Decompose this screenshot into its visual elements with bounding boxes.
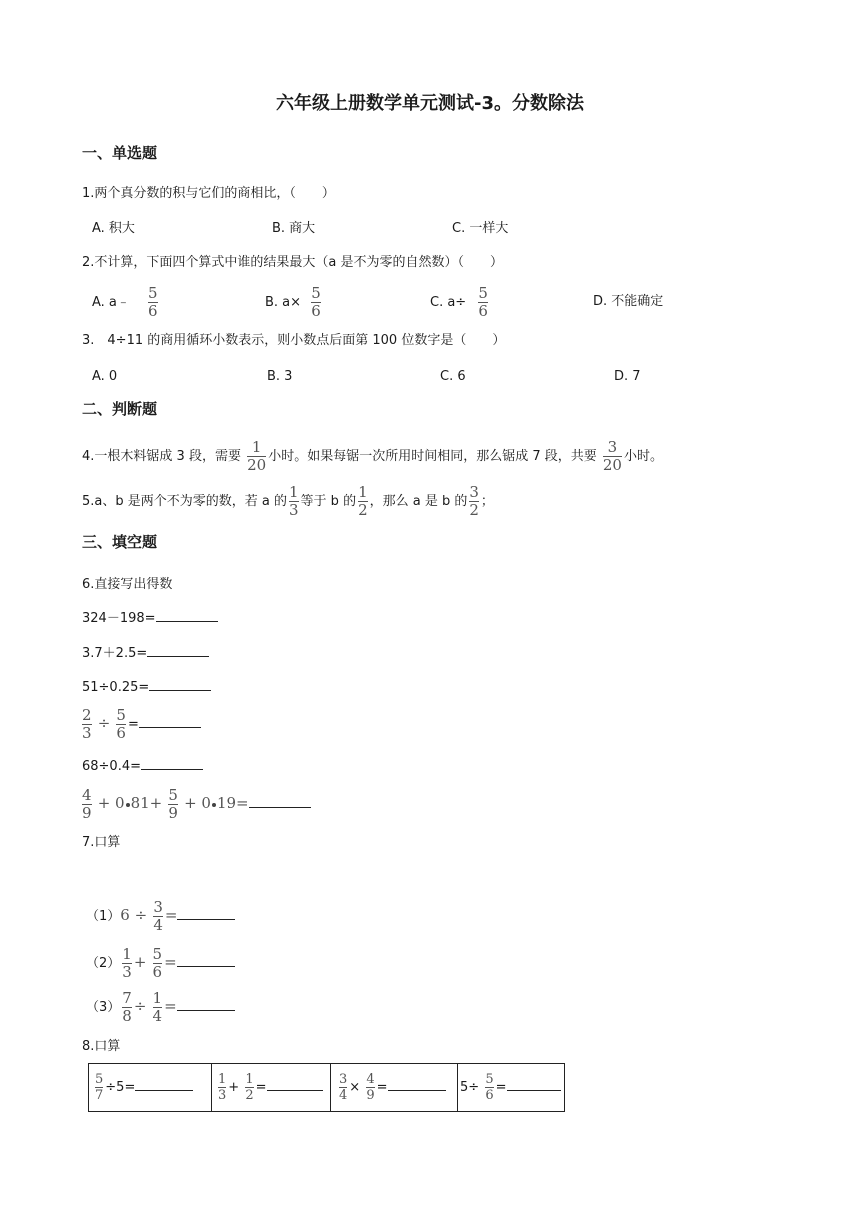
q5-text-2: 等于 b 的 bbox=[300, 494, 357, 509]
fraction-numerator: 3 bbox=[469, 483, 479, 501]
q8-cell-4-lead: 5÷ bbox=[460, 1080, 480, 1095]
q1-option-c: C. 一样大 bbox=[452, 221, 509, 236]
question-5 bbox=[82, 485, 494, 518]
fraction-numerator: 1 bbox=[251, 438, 262, 456]
fraction-denominator: 9 bbox=[168, 804, 178, 822]
answer-blank[interactable] bbox=[177, 1010, 235, 1011]
fraction-numerator: 3 bbox=[153, 898, 163, 916]
q3-option-a: A. 0 bbox=[92, 369, 118, 384]
answer-blank[interactable] bbox=[507, 1090, 561, 1091]
page-title: 六年级上册数学单元测试-3。分数除法 bbox=[276, 93, 584, 114]
q5-fraction-2 bbox=[358, 485, 368, 518]
equals-sign: = bbox=[376, 1080, 388, 1095]
q6-item-4-fraction-2 bbox=[116, 708, 126, 741]
q7-item-3-fraction-2 bbox=[153, 991, 163, 1024]
item-index: （1） bbox=[86, 909, 121, 924]
q7-item-2-fraction-1 bbox=[122, 947, 132, 980]
fraction-denominator: 6 bbox=[485, 1088, 494, 1103]
q7-item-1-fraction bbox=[153, 900, 163, 933]
question-1-text: 1.两个真分数的积与它们的商相比，（ ） bbox=[82, 186, 335, 201]
fraction-denominator: 20 bbox=[247, 456, 267, 474]
repeating-dot-icon bbox=[212, 803, 216, 807]
fraction-denominator: 4 bbox=[152, 1007, 163, 1025]
q4-fraction-2 bbox=[603, 440, 622, 473]
q5-text-3: ，那么 a 是 b 的 bbox=[369, 494, 468, 509]
fraction-denominator: 7 bbox=[95, 1088, 104, 1103]
q7-item-3 bbox=[86, 991, 235, 1024]
decimal-part-2: 19= bbox=[216, 794, 249, 812]
fraction-numerator: 2 bbox=[82, 706, 92, 724]
q6-item-1-expr: 324－198= bbox=[82, 611, 156, 626]
q8-cell-1-tail: ÷5= bbox=[105, 1080, 136, 1095]
fraction-numerator: 1 bbox=[152, 989, 163, 1007]
q8-cell-4-fraction bbox=[485, 1073, 493, 1102]
fraction-numerator: 3 bbox=[339, 1072, 348, 1087]
plus-sign: + bbox=[133, 953, 147, 971]
q3-option-d: D. 7 bbox=[614, 369, 641, 384]
q8-cell-2-fraction-2 bbox=[245, 1073, 253, 1102]
fraction-denominator: 3 bbox=[289, 501, 299, 519]
q2-option-b-prefix: B. a× bbox=[265, 295, 302, 310]
equals-sign: = bbox=[164, 953, 177, 971]
fraction-numerator: 5 bbox=[148, 284, 158, 302]
q5-text-1: 5.a、b 是两个不为零的数，若 a 的 bbox=[82, 494, 287, 509]
fraction-numerator: 5 bbox=[478, 284, 488, 302]
question-4 bbox=[82, 440, 663, 473]
q2-option-c-fraction bbox=[478, 286, 488, 319]
answer-blank[interactable] bbox=[177, 966, 235, 967]
q2-option-d: D. 不能确定 bbox=[593, 294, 664, 309]
answer-blank[interactable] bbox=[139, 727, 201, 728]
fraction-denominator: 2 bbox=[469, 501, 479, 519]
q3-option-b: B. 3 bbox=[267, 369, 293, 384]
item-index: （3） bbox=[86, 1000, 121, 1015]
fraction-denominator: 9 bbox=[82, 804, 92, 822]
q2-option-a-fraction bbox=[148, 286, 158, 319]
fraction-denominator: 20 bbox=[602, 456, 622, 474]
q1-option-b: B. 商大 bbox=[272, 221, 316, 236]
q6-item-2-expr: 3.7＋2.5= bbox=[82, 646, 148, 661]
answer-blank[interactable] bbox=[177, 919, 235, 920]
fraction-numerator: 5 bbox=[152, 945, 163, 963]
answer-blank[interactable] bbox=[249, 807, 311, 808]
fraction-denominator: 4 bbox=[339, 1088, 348, 1103]
fraction-denominator: 3 bbox=[218, 1088, 227, 1103]
q8-cell-1-fraction bbox=[95, 1073, 103, 1102]
equals-sign: = bbox=[255, 1080, 267, 1095]
q2-option-a-prefix: A. a﹣ bbox=[92, 295, 130, 310]
equals-sign: = bbox=[164, 906, 178, 924]
fraction-denominator: 2 bbox=[245, 1088, 254, 1103]
section-heading-true-false: 二、判断题 bbox=[82, 400, 158, 418]
q7-item-1-lead: 6 ÷ bbox=[120, 906, 148, 924]
q2-option-b bbox=[265, 286, 323, 319]
answer-blank[interactable] bbox=[149, 690, 211, 691]
q6-item-5 bbox=[82, 760, 203, 773]
q6-item-3-expr: 51÷0.25= bbox=[82, 680, 150, 695]
q8-cell-4 bbox=[458, 1064, 565, 1112]
q7-item-1 bbox=[86, 900, 235, 933]
fraction-numerator: 5 bbox=[311, 284, 321, 302]
question-7-label: 7.口算 bbox=[82, 835, 121, 850]
fraction-numerator: 5 bbox=[95, 1072, 104, 1087]
q7-item-2-fraction-2 bbox=[153, 947, 163, 980]
fraction-denominator: 6 bbox=[152, 963, 163, 981]
q1-option-a: A. 积大 bbox=[92, 221, 135, 236]
plus-zero-1: + 0 bbox=[97, 794, 125, 812]
q6-item-5-expr: 68÷0.4= bbox=[82, 759, 142, 774]
q7-item-3-fraction-1 bbox=[122, 991, 132, 1024]
q7-item-2 bbox=[86, 947, 235, 980]
fraction-numerator: 7 bbox=[122, 989, 132, 1007]
q8-cell-3-fraction-1 bbox=[339, 1073, 347, 1102]
q6-item-6-fraction-2 bbox=[168, 788, 178, 821]
fraction-denominator: 4 bbox=[153, 916, 163, 934]
fraction-numerator: 1 bbox=[289, 483, 299, 501]
q4-text-2: 小时。如果每锯一次所用时间相同，那么锯成 7 段，共要 bbox=[268, 449, 597, 464]
repeating-dot-icon bbox=[126, 803, 130, 807]
section-heading-fill-blank: 三、填空题 bbox=[82, 533, 158, 551]
answer-blank[interactable] bbox=[156, 621, 218, 622]
fraction-numerator: 4 bbox=[82, 786, 92, 804]
times-sign: × bbox=[349, 1080, 361, 1095]
q8-cell-1 bbox=[89, 1064, 212, 1112]
fraction-denominator: 8 bbox=[122, 1007, 132, 1025]
q5-fraction-3 bbox=[469, 485, 479, 518]
question-8-label: 8.口算 bbox=[82, 1039, 121, 1054]
fraction-numerator: 1 bbox=[218, 1072, 227, 1087]
question-6-label: 6.直接写出得数 bbox=[82, 577, 173, 592]
q2-option-c bbox=[430, 286, 490, 319]
fraction-denominator: 2 bbox=[358, 501, 368, 519]
q5-fraction-1 bbox=[289, 485, 299, 518]
q6-item-1 bbox=[82, 612, 218, 625]
q6-item-4-fraction-1 bbox=[82, 708, 92, 741]
q6-item-4 bbox=[82, 708, 201, 741]
q8-cell-2 bbox=[212, 1064, 331, 1112]
fraction-denominator: 3 bbox=[82, 724, 92, 742]
divide-sign: ÷ bbox=[133, 997, 147, 1015]
q6-item-2 bbox=[82, 647, 209, 660]
fraction-numerator: 3 bbox=[607, 438, 618, 456]
q4-text-1: 4.一根木料锯成 3 段，需要 bbox=[82, 449, 241, 464]
fraction-denominator: 3 bbox=[122, 963, 132, 981]
answer-blank[interactable] bbox=[147, 656, 209, 657]
q4-text-3: 小时。 bbox=[623, 449, 663, 464]
plus-zero-2: + 0 bbox=[184, 794, 211, 812]
answer-blank[interactable] bbox=[388, 1090, 446, 1091]
plus-sign: + bbox=[228, 1080, 240, 1095]
fraction-denominator: 6 bbox=[311, 302, 321, 320]
fraction-numerator: 1 bbox=[358, 483, 368, 501]
q2-option-c-prefix: C. a÷ bbox=[430, 295, 467, 310]
decimal-part-1: 81+ bbox=[130, 794, 163, 812]
table-row bbox=[89, 1064, 565, 1112]
fraction-denominator: 6 bbox=[116, 724, 126, 742]
q2-option-a bbox=[92, 286, 160, 319]
q3-option-c: C. 6 bbox=[440, 369, 466, 384]
q8-cell-2-fraction-1 bbox=[218, 1073, 226, 1102]
q6-item-6 bbox=[82, 788, 311, 821]
fraction-numerator: 5 bbox=[168, 786, 178, 804]
q8-cell-3 bbox=[331, 1064, 458, 1112]
equals-sign: = bbox=[127, 717, 139, 732]
fraction-denominator: 6 bbox=[148, 302, 158, 320]
fraction-numerator: 5 bbox=[116, 706, 126, 724]
fraction-denominator: 9 bbox=[366, 1088, 375, 1103]
q6-item-3 bbox=[82, 681, 211, 694]
q6-item-6-fraction-1 bbox=[82, 788, 92, 821]
answer-blank[interactable] bbox=[135, 1090, 193, 1091]
q8-table bbox=[88, 1063, 565, 1112]
q5-text-4: ； bbox=[480, 494, 494, 509]
fraction-numerator: 1 bbox=[245, 1072, 254, 1087]
equals-sign: = bbox=[495, 1080, 507, 1095]
answer-blank[interactable] bbox=[141, 769, 203, 770]
question-3-text: 3. 4÷11 的商用循环小数表示，则小数点后面第 100 位数字是（ ） bbox=[82, 333, 506, 348]
q2-option-b-fraction bbox=[311, 286, 321, 319]
section-heading-single-choice: 一、单选题 bbox=[82, 144, 158, 162]
divide-sign: ÷ bbox=[97, 714, 111, 732]
fraction-numerator: 1 bbox=[122, 945, 132, 963]
question-2-text: 2.不计算，下面四个算式中谁的结果最大（a 是不为零的自然数）（ ） bbox=[82, 255, 504, 270]
q8-cell-3-fraction-2 bbox=[366, 1073, 374, 1102]
fraction-denominator: 6 bbox=[478, 302, 488, 320]
item-index: （2） bbox=[86, 956, 121, 971]
q4-fraction-1 bbox=[247, 440, 266, 473]
answer-blank[interactable] bbox=[267, 1090, 323, 1091]
fraction-numerator: 4 bbox=[366, 1072, 375, 1087]
fraction-numerator: 5 bbox=[485, 1072, 494, 1087]
equals-sign: = bbox=[164, 997, 177, 1015]
